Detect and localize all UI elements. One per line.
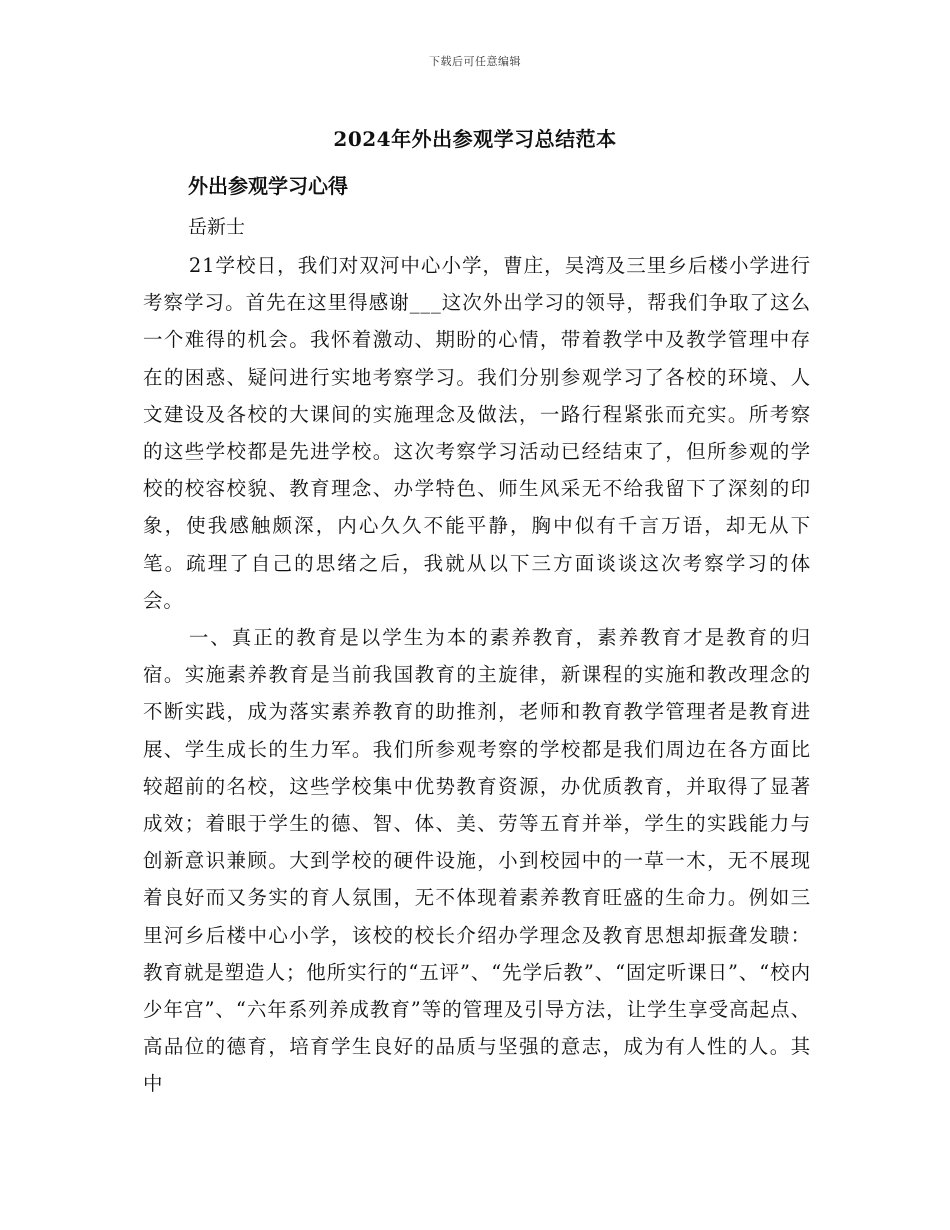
section-subtitle: 外出参观学习心得 bbox=[188, 174, 348, 198]
document-title: 2024年外出参观学习总结范本 bbox=[333, 127, 617, 151]
paragraph-intro: 21学校日，我们对双河中心小学，曹庄，吴湾及三里乡后楼小学进行考察学习。首先在这里得感谢___这次外出学习的领导，帮我们争取了这么一个难得的机会。我怀着激动、期盼的心情，带着教学中及教学管理中存在的困惑、疑问进行实地考察学习。我们分别参观学习了各校的环境、人文建设及各校的大课间的实施理念及做法，一路行程紧张而充实。所考察的这些学校都是先进学校。这次考察学习活动已经结束了，但所参观的学校的校容校貌、教育理念、办学特色、师生风采无不给我留下了深刻的印象，使我感触颇深，内心久久不能平静，胸中似有千言万语，却无从下笔。疏理了自己的思绪之后，我就从以下三方面谈谈这次考察学习的体会。 bbox=[143, 254, 811, 612]
document-body bbox=[143, 166, 811, 1103]
author-name: 岳新士 bbox=[188, 216, 246, 238]
paragraph-point-one: 一、真正的教育是以学生为本的素养教育，素养教育才是教育的归宿。实施素养教育是当前我国教育的主旋律，新课程的实施和教改理念的不断实践，成为落实素养教育的助推剂，老师和教育教学管理者是教育进展、学生成长的生力军。我们所参观考察的学校都是我们周边在各方面比较超前的名校，这些学校集中优势教育资源，办优质教育，并取得了显著成效；着眼于学生的德、智、体、美、劳等五育并举，学生的实践能力与创新意识兼顾。大到学校的硬件设施，小到校园中的一草一木，无不展现着良好而又务实的育人氛围，无不体现着素养教育旺盛的生命力。例如三里河乡后楼中心小学，该校的校长介绍办学理念及教育思想却振聋发聩：教育就是塑造人；他所实行的“五评”、“先学后教”、“固定听课日”、“校内少年宫”、“六年系列养成教育”等的管理及引导方法，让学生享受高起点、高品位的德育，培育学生良好的品质与坚强的意志，成为有人性的人。其中 bbox=[143, 626, 811, 1096]
page-header-note: 下载后可任意编辑 bbox=[429, 55, 521, 68]
